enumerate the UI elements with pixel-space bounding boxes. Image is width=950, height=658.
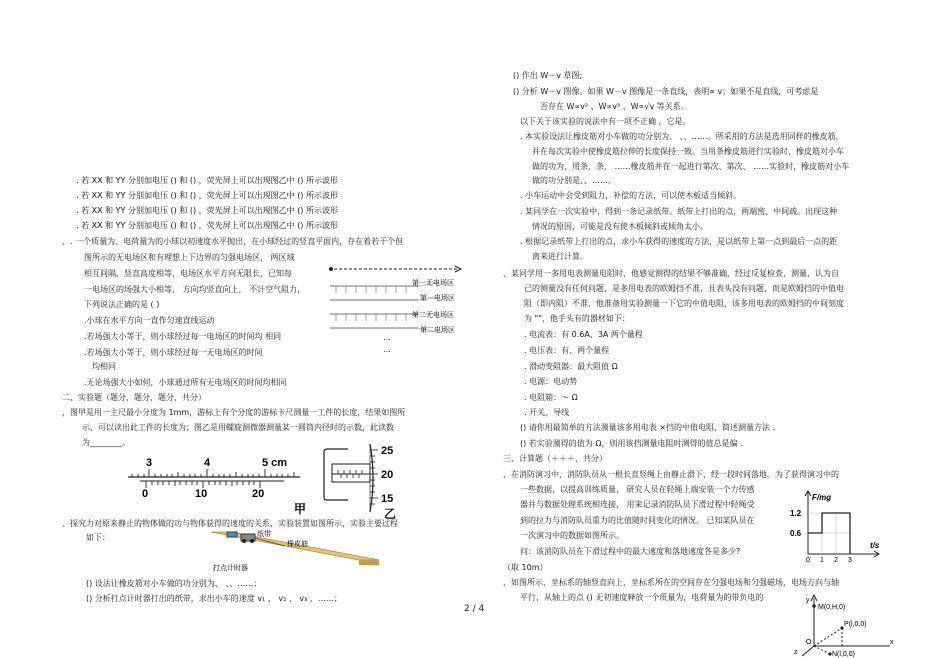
section-heading: 二、实验题（题分，题分，题分，共分） [62, 393, 206, 402]
axes-label-o: O [806, 639, 812, 646]
question-9-line: 、. 一个质量为、电荷量为的小球以初速度水平抛出，在小球经过的竖直平面内，存在着若干个但 [62, 237, 404, 246]
equipment-item: . 电源：电动势 [524, 377, 578, 386]
graph-ytick: 0.6 [790, 529, 802, 538]
question-14-line: 平行，从轴上的点 () 无初速度释放一个质量为，电荷量为的带负电的 [520, 593, 764, 602]
axes-label-y: y [806, 597, 810, 604]
question-11-line: () 设法让橡皮筋对小车做的功分别为、 、、……； [86, 579, 262, 588]
figure-caption-jia: 甲 [294, 502, 307, 515]
field-label: 第二电场区 [420, 327, 455, 334]
vernier-label: 10 [195, 488, 208, 500]
axes-label-n: N(l,0,0) [832, 651, 855, 658]
question-9-line: 相互间隔、竖直高度相等，电场区水平方向无限长，已知每 [84, 269, 292, 278]
vernier-label: 0 [142, 488, 149, 500]
field-label: 第一电场区 [420, 295, 455, 302]
question-13-line: 器并与数据处理系统相连接， 用来记录消防队员下滑过程中轻绳受 [520, 500, 755, 509]
question-9-line: 一电场区的场强大小相等、 方向均竖直向上， 不计空气阻力， [84, 285, 306, 294]
question-12-sub: () 若实验测得的值为 Ω，则用该挡测量电阻时测得的值总是偏 . [520, 439, 743, 448]
question-12-line: 为 ""，他手头有的器材如下： [524, 314, 630, 323]
question-11-line: 否存在 W∝v² 、W∝v³ 、W∝√v 等关系。 [540, 102, 689, 111]
question-11-line: 如下： [86, 533, 110, 542]
micrometer-figure [318, 440, 408, 520]
question-11-line: () 作出 W－v 草图; [513, 71, 583, 80]
equipment-item: . 电流表：有 0.6A、3A 两个量程 [524, 330, 643, 339]
axes-label-m: M(0,H,0) [818, 604, 846, 611]
statement-line: 情况的原因，可能是没有使木板倾斜或倾角太小。 [532, 222, 708, 231]
vernier-label: 20 [252, 488, 265, 500]
question-13-line: 一些数据，以提高训练质量， 研究人员在轻绳上端安装一个力传感 [520, 485, 755, 494]
axes-label-p: P(l,0,0) [844, 621, 867, 628]
question-12-line: 、某同学用一多用电表测量电阻时，他感觉测得的结果不够准确，经过反复检查，测量，认为自 [503, 269, 839, 278]
question-11-line: 、探究力对原来静止的物体做的功与物体获得的速度的关系，实验装置如图所示，实验主要过程 [62, 519, 398, 528]
question-line: . 若 XX 和 YY 分别加电压 () 和 () ，荧光屏上可以出现图乙中 () 所示波形 [76, 191, 338, 200]
option-d: .无论场强大小如何，小球通过所有无电场区的时间均相同 [84, 378, 287, 387]
equipment-item: . 滑动变阻器：最大阻值 Ω [524, 362, 618, 371]
question-11-line: 以下关于该实验的说法中有一项不正确 ，它是。 [520, 117, 691, 126]
question-12-sub: () 请你用最简单的方法测量该多用电表 ×挡的中值电阻，简述测量方法 . [520, 423, 776, 432]
question-13-line: （取 10m） [503, 563, 548, 572]
setup-label-rubber: 橡皮筋 [287, 541, 308, 548]
micrometer-label: 15 [381, 493, 394, 505]
page-number: 2 / 4 [464, 604, 485, 614]
statement-line: . 根据记录纸带上打出的点，求小车获得的速度的方法，是以纸带上第一点到最后一点的距 [520, 237, 838, 246]
figure-caption-yi: 乙 [384, 507, 397, 520]
graph-xlabel: t/s [870, 541, 880, 550]
equipment-item: . 电阻箱：～ Ω [524, 393, 578, 402]
question-11-line: () 分析 W－v 图像。如果 W－v 图像是一条直线，表明∝ v；如果不是直线，可考虑是 [513, 87, 819, 96]
field-label: 第二无电场区 [412, 312, 454, 319]
ellipsis: … [383, 345, 391, 354]
ellipsis: … [383, 333, 391, 342]
statement-line: . 本实验设法让橡皮筋对小车做的功分别为、 、、……。所采用的方法是选用同样的橡皮筋， [520, 132, 844, 141]
micrometer-label: 20 [381, 469, 394, 481]
micrometer-label: 25 [381, 445, 394, 457]
question-13-line: 一次演习中的数据如图所示。 [520, 531, 624, 540]
graph-ytick: 1.2 [790, 509, 802, 518]
question-10-line: 示，可以读出此工件的长度为；图乙是用螺旋测微器测量某一圆筒内径时的示数，此读数 [82, 423, 394, 432]
question-12-line: 阻（即内阻）不准，他准备用实验测量一下它的中值电阻，该多用电表的欧姆挡的中间刻度 [524, 299, 844, 308]
equipment-item: . 开关、导线 [524, 408, 570, 417]
question-13-line: 到的拉力与消防队员重力的比值随时间变化的情况。 已知某队员在 [520, 516, 755, 525]
question-9-line: 下列说法正确的是 ( ) [84, 300, 160, 309]
option-a: .小球在水平方向一直作匀速直线运动 [84, 316, 215, 325]
field-regions-figure [328, 262, 468, 362]
ruler-label: 5 cm [262, 457, 288, 469]
statement-line: 做的功分别是、、……。 [532, 176, 616, 185]
question-14-line: ，如图所示，坐标系的轴竖直向上，坐标系所在的空间存在匀强电场和匀强磁场，电场方向与轴 [503, 578, 839, 587]
question-13-line: 问：该消防队员在下滑过程中的最大速度和落地速度各是多少? [520, 547, 741, 556]
vernier-caliper-figure [124, 455, 309, 515]
setup-label-tape: 纸带 [257, 531, 271, 538]
option-b: .若场强大小等于，则小球经过每一电场区的时间均 相同 [84, 332, 282, 341]
graph-ylabel: F/mg [812, 493, 832, 502]
statement-line: . 某同学在一次实验中，得到一条记录纸带。纸带上打出的点，两端密、中间疏。出现这种 [520, 207, 838, 216]
ruler-label: 4 [204, 457, 211, 469]
question-10-line: ，图甲是用一主尺最小分度为 1mm，游标上有个分度的游标卡尺测量一工件的长度，结果如图所 [62, 408, 406, 417]
setup-label-timer: 打点计时器 [213, 565, 248, 572]
graph-xtick: 0 [806, 557, 810, 562]
question-11-line: () 分析打点计时器打出的纸带，求出小车的速度 v₁ 、 v₂ 、 v₃ 、……； [86, 594, 342, 603]
equipment-item: . 电压表：有、两个量程 [524, 346, 610, 355]
question-line: . 若 XX 和 YY 分别加电压 () 和 () ，荧光屏上可以出现图乙中 () 所示波形 [76, 221, 338, 230]
coordinate-axes-figure [790, 592, 900, 658]
statement-line: 离来进行计算。 [532, 252, 588, 261]
statement-line: 并在每次实验中使橡皮筋拉伸的长度保持一致。当用条橡皮筋进行实验时，橡皮筋对小车 [532, 147, 844, 156]
axes-label-z: z [794, 649, 798, 656]
question-13-line: ，在消防演习中，消防队员从一根长直竖绳上由静止滑下，经一段时间落地。为了获得演习中的 [503, 470, 839, 479]
statement-line: . 小车运动中会受到阻力，补偿的方法，可以使木板适当倾斜。 [520, 191, 742, 200]
option-c-cont: 均相同 [92, 362, 116, 371]
field-label: 第一无电场区 [412, 280, 454, 287]
section-heading: 三、计算题（＋＋＋，共分） [503, 454, 607, 463]
graph-xtick: 1 [820, 557, 824, 562]
graph-xtick: 3 [848, 557, 852, 562]
graph-xtick: 2 [834, 557, 838, 562]
question-line: . 若 XX 和 YY 分别加电压 () 和 () ，荧光屏上可以出现图乙中 () 所示波形 [76, 206, 338, 215]
ruler-label: 3 [146, 457, 153, 469]
question-9-line: 图所示的无电场区和有理想上下边界的匀强电场区， 两区域 [84, 253, 295, 262]
axes-label-x: x [890, 639, 894, 646]
question-12-line: 己的测量没有任何问题，是多用电表的欧姆挡不准，且表头没有问题，而是欧姆挡的中值电 [524, 284, 844, 293]
question-10-line: 为________。 [82, 438, 130, 447]
force-time-graph [788, 488, 886, 562]
question-line: . 若 XX 和 YY 分别加电压 () 和 () ，荧光屏上可以出现图乙中 () 所示波形 [76, 176, 338, 185]
option-c: .若场强大小等于，则小球经过每一无电场区的时间 [84, 348, 263, 357]
experiment-setup-figure [205, 526, 385, 576]
statement-line: 做的功为，用条、条、 ……橡皮筋并在一起进行第次、第次、 ……实验时，橡皮筋对小车 [532, 162, 850, 171]
